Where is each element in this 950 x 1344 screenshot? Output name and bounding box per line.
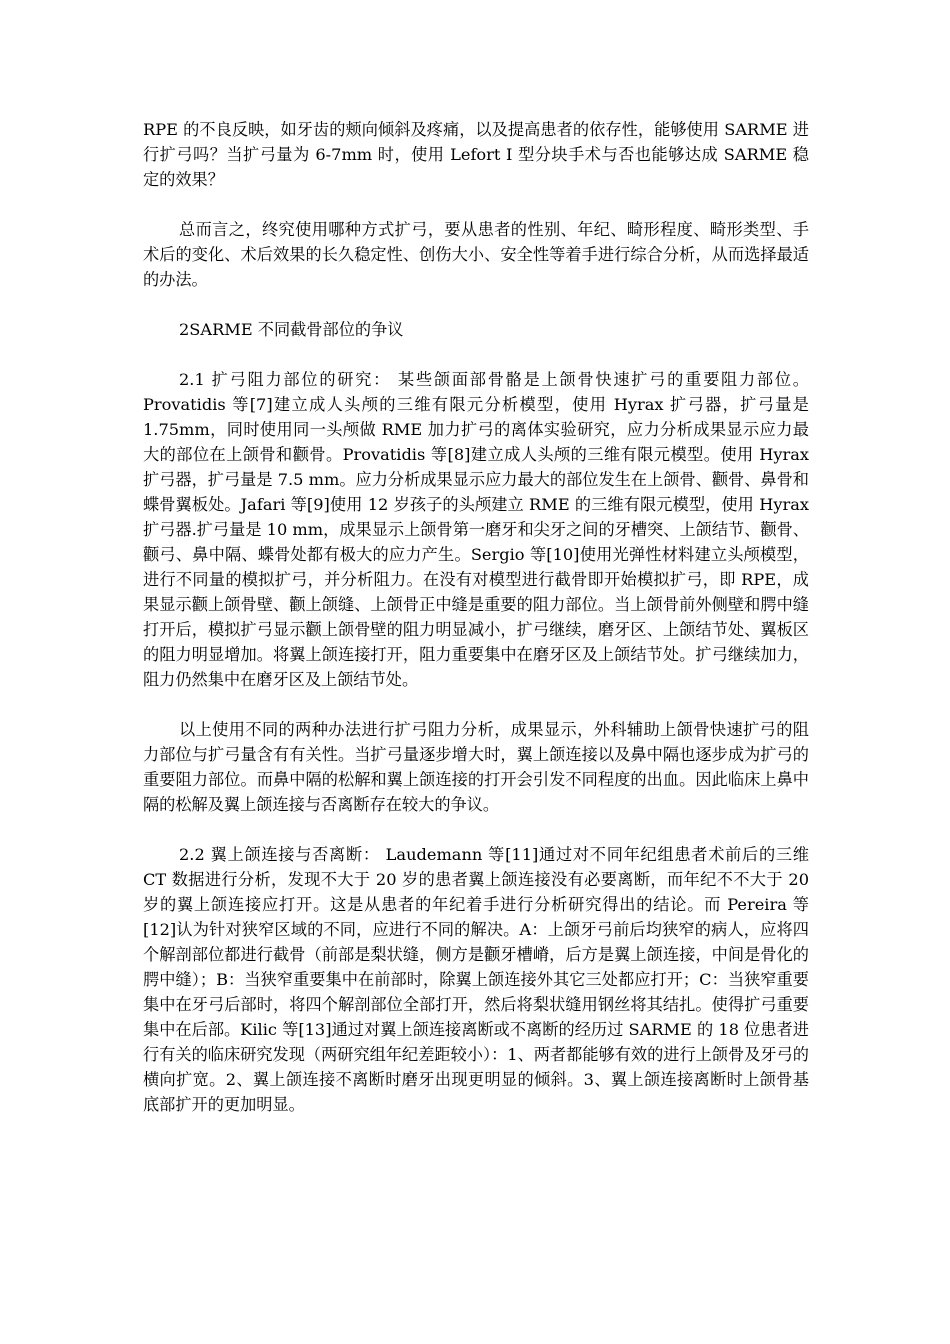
section-heading: 2SARME 不同截骨部位的争议 xyxy=(179,320,404,339)
paragraph-resistance-conclusion: 以上使用不同的两种办法进行扩弓阻力分析，成果显示，外科辅助上颌骨快速扩弓的阻力部位与扩弓量含有有关性。当扩弓量逐步增大时，翼上颌连接以及鼻中隔也逐步成为扩弓的重要阻力部位。而鼻中隔的松解和翼上颌连接的打开会引发不同程度的出血。因此临床上鼻中隔的松解及翼上颌连接与否离断存在较大的争议。 xyxy=(143,720,809,814)
paragraph-resistance-study: 2.1 扩弓阻力部位的研究： 某些颌面部骨骼是上颌骨快速扩弓的重要阻力部位。Provatidis 等[7]建立成人头颅的三维有限元分析模型，使用 Hyrax 扩弓器，扩弓量是 1.75mm，同时使用同一头颅做 RME 加力扩弓的离体实验研究，应力分析成果显示应力最大的部位在上颌骨和颧骨。Provatidis 等[8]建立成人头颅的三维有限元模型。使用 Hyrax 扩弓器，扩弓量是 7.5 mm。应力分析成果显示应力最大的部位发生在上颌骨、颧骨、鼻骨和蝶骨翼板处。Jafari 等[9]使用 12 岁孩子的头颅建立 RME 的三维有限元模型，使用 Hyrax 扩弓器.扩弓量是 10 mm，成果显示上颌骨第一磨牙和尖牙之间的牙槽突、上颌结节、颧骨、颧弓、鼻中隔、蝶骨处都有极大的应力产生。Sergio 等[10]使用光弹性材料建立头颅模型，进行不同量的模拟扩弓，并分析阻力。在没有对模型进行截骨即开始模拟扩弓，即 RPE，成果显示颧上颌骨壁、颧上颌缝、上颌骨正中缝是重要的阻力部位。当上颌骨前外侧壁和腭中缝打开后，模拟扩弓显示颧上颌骨壁的阻力明显减小，扩弓继续，磨牙区、上颌结节处、翼板区的阻力明显增加。将翼上颌连接打开，阻力重要集中在磨牙区及上颌结节处。扩弓继续加力，阻力仍然集中在磨牙区及上颌结节处。 xyxy=(143,370,809,689)
paragraph-continuation: RPE 的不良反映，如牙齿的颊向倾斜及疼痛，以及提高患者的依存性，能够使用 SARME 进行扩弓吗？当扩弓量为 6-7mm 时，使用 Lefort I 型分块手术与否也能够达成 SARME 稳定的效果？ xyxy=(143,120,809,189)
document-page xyxy=(143,117,809,1117)
paragraph-summary: 总而言之，终究使用哪种方式扩弓，要从患者的性别、年纪、畸形程度、畸形类型、手术后的变化、术后效果的长久稳定性、创伤大小、安全性等着手进行综合分析，从而选择最适的办法。 xyxy=(143,220,809,289)
paragraph-pterygomaxillary: 2.2 翼上颌连接与否离断： Laudemann 等[11]通过对不同年纪组患者术前后的三维 CT 数据进行分析，发现不大于 20 岁的患者翼上颌连接没有必要离断，而年纪不不大于 20 岁的翼上颌连接应打开。这是从患者的年纪着手进行分析研究得出的结论。而 Pereira 等[12]认为针对狭窄区域的不同，应进行不同的解决。A：上颌牙弓前后均狭窄的病人，应将四个解剖部位都进行截骨（前部是梨状缝，侧方是颧牙槽嵴，后方是翼上颌连接，中间是骨化的腭中缝）；B：当狭窄重要集中在前部时，除翼上颌连接外其它三处都应打开；C：当狭窄重要集中在牙弓后部时，将四个解剖部位全部打开，然后将梨状缝用钢丝将其结扎。使得扩弓重要集中在后部。Kilic 等[13]通过对翼上颌连接离断或不离断的经历过 SARME 的 18 位患者进行有关的临床研究发现（两研究组年纪差距较小）：1、两者都能够有效的进行上颌骨及牙弓的横向扩宽。2、翼上颌连接不离断时磨牙出现更明显的倾斜。3、翼上颌连接离断时上颌骨基底部扩开的更加明显。 xyxy=(143,845,809,1114)
